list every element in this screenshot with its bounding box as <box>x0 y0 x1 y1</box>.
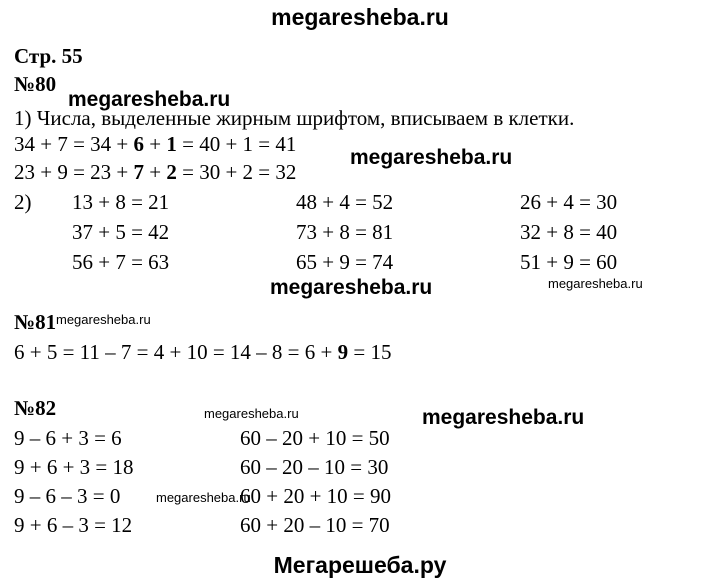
page-label: Стр. 55 <box>14 44 83 68</box>
task82-left-eq: 9 + 6 – 3 = 12 <box>14 513 133 537</box>
grid-cell: 26 + 4 = 30 <box>520 190 618 214</box>
task82-left-eq: 9 + 6 + 3 = 18 <box>14 455 134 479</box>
task82-left-eq: 9 – 6 + 3 = 6 <box>14 426 122 450</box>
grid-cell: 73 + 8 = 81 <box>296 220 394 244</box>
grid-cell: 32 + 8 = 40 <box>520 220 618 244</box>
task80-part2-label: 2) <box>14 190 32 214</box>
bold-answer: 2 <box>166 160 177 184</box>
task81-eq <box>14 340 391 364</box>
task82-right-eq: 60 – 20 + 10 = 50 <box>240 426 390 450</box>
task82-right-eq: 60 + 20 + 10 = 90 <box>240 484 392 508</box>
task82-right-eq: 60 + 20 – 10 = 70 <box>240 513 390 537</box>
eq-text: 6 + 5 = 11 – 7 = 4 + 10 = 14 – 8 = 6 + <box>14 340 338 364</box>
task82-right-eq: 60 – 20 – 10 = 30 <box>240 455 389 479</box>
site-header: megaresheba.ru <box>271 4 449 30</box>
task80-intro: 1) Числа, выделенные жирным шрифтом, вписываем в клетки. <box>14 106 575 130</box>
bold-answer: 7 <box>133 160 145 184</box>
eq-text: = 30 + 2 = 32 <box>176 160 297 184</box>
watermark: megaresheba.ru <box>204 406 299 421</box>
grid-cell: 13 + 8 = 21 <box>72 190 170 214</box>
eq-text: + <box>144 132 167 156</box>
watermark: megaresheba.ru <box>422 406 585 429</box>
site-footer: Мегарешеба.ру <box>273 552 447 578</box>
eq-text: 23 + 9 = 23 + <box>14 160 134 184</box>
grid-cell: 37 + 5 = 42 <box>72 220 170 244</box>
eq-text: 34 + 7 = 34 + <box>14 132 134 156</box>
grid-cell: 65 + 9 = 74 <box>296 250 394 274</box>
bold-answer: 9 <box>337 340 349 364</box>
task82-number: №82 <box>14 396 57 420</box>
eq-text: = 15 <box>348 340 392 364</box>
eq-text: + <box>144 160 167 184</box>
task80-number: №80 <box>14 72 57 96</box>
eq-text: = 40 + 1 = 41 <box>176 132 297 156</box>
watermark: megaresheba.ru <box>68 88 231 111</box>
grid-cell: 51 + 9 = 60 <box>520 250 618 274</box>
grid-cell: 48 + 4 = 52 <box>296 190 394 214</box>
grid-cell: 56 + 7 = 63 <box>72 250 170 274</box>
watermark: megaresheba.ru <box>270 276 433 299</box>
task81-number: №81 <box>14 310 57 334</box>
watermark: megaresheba.ru <box>548 276 643 291</box>
watermark: megaresheba.ru <box>156 490 251 505</box>
watermark: megaresheba.ru <box>56 312 151 327</box>
bold-answer: 1 <box>166 132 177 156</box>
task80-eq2 <box>14 160 296 184</box>
watermark: megaresheba.ru <box>350 146 513 169</box>
bold-answer: 6 <box>133 132 145 156</box>
task80-eq1 <box>14 132 296 156</box>
task82-left-eq: 9 – 6 – 3 = 0 <box>14 484 121 508</box>
